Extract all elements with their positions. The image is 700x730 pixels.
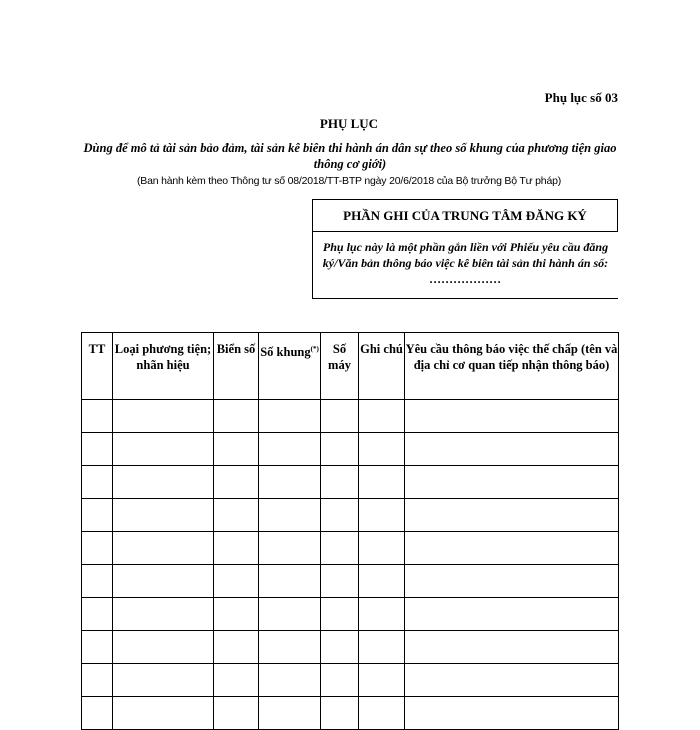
col-plate: Biển số: [214, 333, 259, 400]
table-row: [82, 499, 619, 532]
table-cell: [259, 631, 321, 664]
table-cell: [405, 631, 619, 664]
table-cell: [82, 598, 113, 631]
table-cell: [214, 631, 259, 664]
table-cell: [82, 565, 113, 598]
table-row: [82, 466, 619, 499]
page-title: PHỤ LỤC: [319, 116, 379, 131]
table-cell: [321, 565, 359, 598]
table-header-row: [82, 333, 619, 400]
table-cell: [321, 664, 359, 697]
col-tt: TT: [82, 333, 113, 400]
table-cell: [359, 664, 405, 697]
table-cell: [214, 598, 259, 631]
col-frame-number: [259, 333, 321, 400]
table-cell: [359, 631, 405, 664]
table-cell: [113, 499, 214, 532]
table-cell: [321, 400, 359, 433]
table-cell: [359, 565, 405, 598]
table-cell: [405, 565, 619, 598]
table-cell: [359, 400, 405, 433]
table-row: [82, 433, 619, 466]
table-cell: [214, 532, 259, 565]
table-cell: [321, 532, 359, 565]
table-cell: [259, 565, 321, 598]
table-cell: [321, 466, 359, 499]
table-cell: [113, 433, 214, 466]
table-cell: [113, 565, 214, 598]
table-cell: [405, 433, 619, 466]
table-cell: [259, 466, 321, 499]
vehicle-table: [81, 332, 619, 730]
registry-box-title: PHẦN GHI CỦA TRUNG TÂM ĐĂNG KÝ: [313, 200, 618, 232]
table-row: [82, 400, 619, 433]
table-row: [82, 598, 619, 631]
table-cell: [259, 697, 321, 730]
table-cell: [259, 598, 321, 631]
table-cell: [321, 631, 359, 664]
table-cell: [359, 499, 405, 532]
appendix-number: Phụ lục số 03: [544, 90, 618, 105]
table-cell: [259, 664, 321, 697]
table-cell: [113, 400, 214, 433]
table-cell: [405, 532, 619, 565]
table-cell: [214, 433, 259, 466]
table-cell: [321, 433, 359, 466]
table-cell: [259, 499, 321, 532]
table-cell: [259, 532, 321, 565]
frame-footnote-mark: (*): [310, 345, 319, 353]
table-cell: [405, 400, 619, 433]
table-cell: [405, 697, 619, 730]
table-body: [82, 400, 619, 730]
table-cell: [214, 664, 259, 697]
table-row: [82, 664, 619, 697]
table-cell: [359, 697, 405, 730]
table-cell: [113, 664, 214, 697]
table-cell: [214, 400, 259, 433]
table-cell: [259, 400, 321, 433]
table-cell: [321, 697, 359, 730]
col-frame-label: Số khung: [260, 345, 311, 360]
table-cell: [405, 598, 619, 631]
table-cell: [405, 664, 619, 697]
table-cell: [214, 466, 259, 499]
table-cell: [405, 499, 619, 532]
table-cell: [321, 499, 359, 532]
table-row: [82, 631, 619, 664]
table-cell: [359, 532, 405, 565]
table-cell: [214, 565, 259, 598]
table-cell: [113, 631, 214, 664]
table-cell: [113, 697, 214, 730]
table-cell: [82, 697, 113, 730]
table-cell: [82, 532, 113, 565]
table-cell: [321, 598, 359, 631]
table-cell: [359, 466, 405, 499]
table-cell: [405, 466, 619, 499]
page-subtitle: Dùng để mô tả tài sản bảo đảm, tài sản kê biên thi hành án dân sự theo số khung của phương tiện giao thông cơ giới): [83, 141, 617, 171]
col-notify-request: Yêu cầu thông báo việc thế chấp (tên và địa chỉ cơ quan tiếp nhận thông báo): [405, 333, 619, 400]
table-cell: [82, 664, 113, 697]
table-cell: [82, 466, 113, 499]
registry-center-box: [312, 199, 618, 299]
table-cell: [82, 631, 113, 664]
table-cell: [214, 499, 259, 532]
table-cell: [359, 433, 405, 466]
table-row: [82, 532, 619, 565]
col-vehicle-type: Loại phương tiện; nhãn hiệu: [113, 333, 214, 400]
table-cell: [214, 697, 259, 730]
table-cell: [113, 532, 214, 565]
table-row: [82, 565, 619, 598]
col-engine-number: Số máy: [321, 333, 359, 400]
table-cell: [82, 433, 113, 466]
table-cell: [259, 433, 321, 466]
table-cell: [82, 499, 113, 532]
col-note: Ghi chú: [359, 333, 405, 400]
issued-by-note: (Ban hành kèm theo Thông tư số 08/2018/TT-BTP ngày 20/6/2018 của Bộ trưởng Bộ Tư pháp): [136, 175, 562, 187]
registry-box-note: Phụ lục này là một phần gắn liền với Phiếu yêu cầu đăng ký/Văn bản thông báo việc kê biên tài sản thi hành án số: ………………: [322, 240, 609, 286]
table-cell: [82, 400, 113, 433]
table-row: [82, 697, 619, 730]
table-cell: [113, 598, 214, 631]
table-cell: [113, 466, 214, 499]
table-cell: [359, 598, 405, 631]
